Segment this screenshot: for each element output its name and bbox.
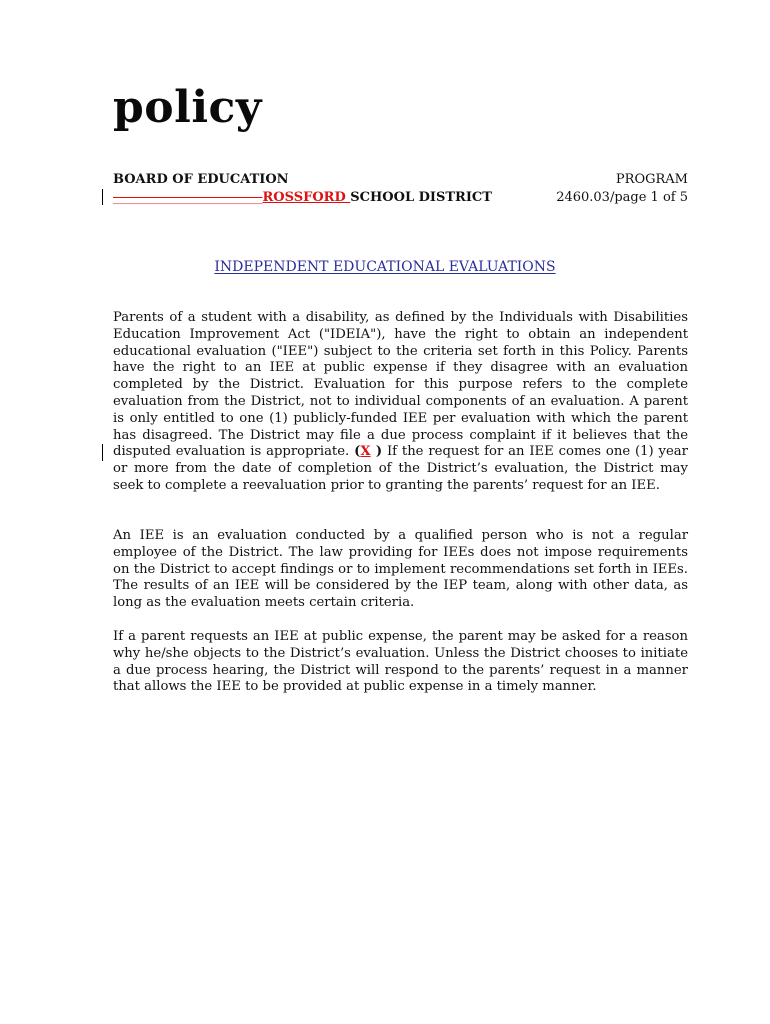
revision-bar-header: [102, 189, 103, 205]
paragraph-2: An IEE is an evaluation conducted by a qualified person who is not a regular employee of the District. The law providing for IEEs does not impose requirements on the District to accept findings or to implement recommendations set forth in IEEs. The results of an IEE will be considered by the IEP team, along with other data, as long as the evaluation meets certain criteria.: [113, 528, 688, 611]
paragraph-1-text-b: If the request for an IEE comes one (1) year or more from the date of completion of the District’s evaluation, the District may seek to complete a reevaluation prior to granting the parents’ request for an IEE.: [113, 444, 688, 493]
district-line: [113, 189, 492, 206]
option-mark-close: ): [370, 444, 383, 460]
policy-heading: [0, 256, 770, 275]
district-name-inserted: ROSSFORD: [262, 190, 351, 205]
revision-bar-paragraph: [102, 444, 103, 461]
program-label: PROGRAM: [615, 172, 688, 187]
board-of-education-label: BOARD OF EDUCATION: [113, 172, 289, 187]
paragraph-3: If a parent requests an IEE at public expense, the parent may be asked for a reason why he/she objects to the District’s evaluation. Unless the District chooses to initiate a due process hearing, the District will respond to the parents’ request in a manner that allows the IEE to be provided at public expense in a timely manner.: [113, 629, 688, 695]
school-district-label: SCHOOL DISTRICT: [350, 190, 492, 205]
option-mark-open: (: [354, 444, 361, 460]
option-mark-x: X: [360, 444, 371, 460]
page-reference: 2460.03/page 1 of 5: [556, 190, 688, 205]
struck-placeholder: _______________________: [113, 190, 263, 205]
option-mark: [354, 444, 382, 459]
heading-text: INDEPENDENT EDUCATIONAL EVALUATIONS: [214, 259, 556, 275]
paragraph-1: [113, 310, 688, 495]
policy-title: policy: [113, 82, 262, 133]
paragraph-1-text-a: Parents of a student with a disability, as defined by the Individuals with Disabilities Education Improvement Act ("IDEIA"), have the right to obtain an independent educational evaluation ("IEE") subject to the criteria set forth in this Policy. Parents have the right to an IEE at public expense if they disagree with an evaluation completed by the District. Evaluation for this purpose refers to the complete evaluation from the District, not to individual components of an evaluation. A parent is only entitled to one (1) publicly-funded IEE per evaluation with which the parent has disagreed. The District may file a due process complaint if it believes that the disputed evaluation is appropriate.: [113, 310, 688, 460]
